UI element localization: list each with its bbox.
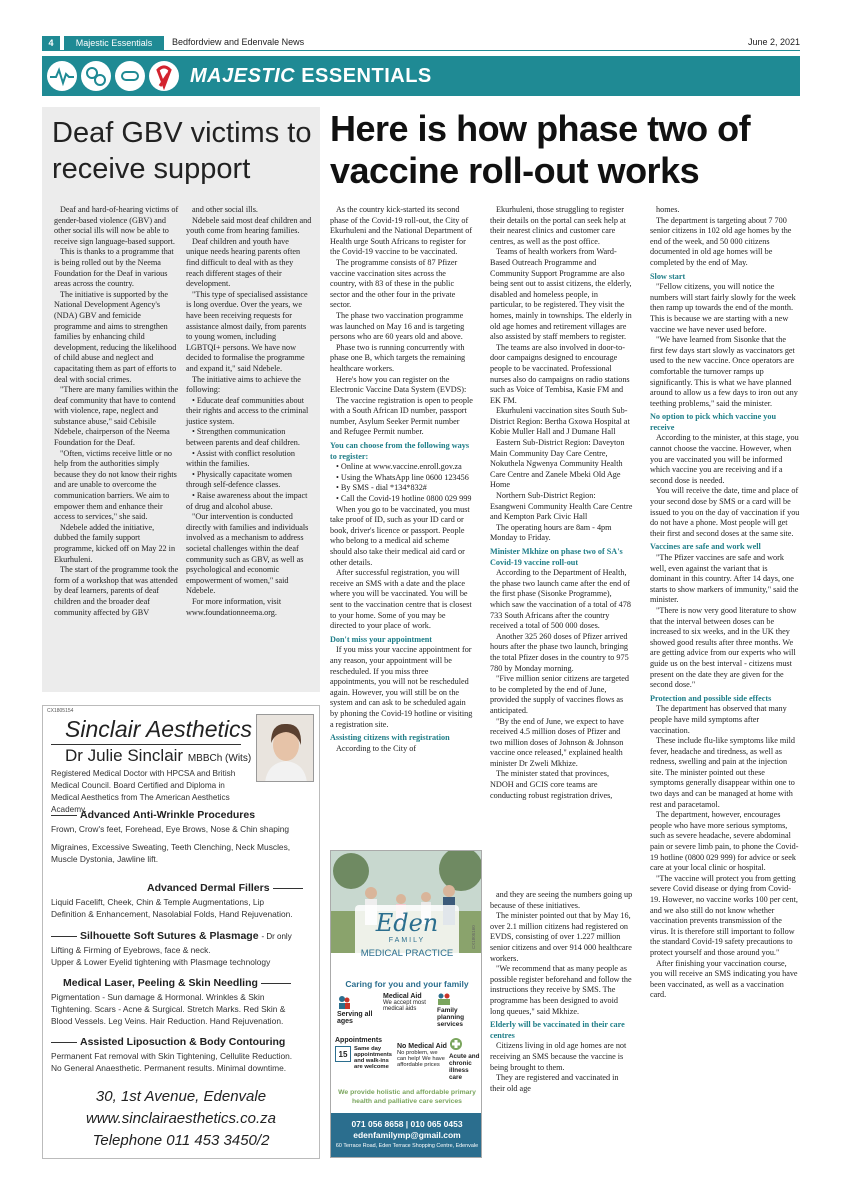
article-paragraph: and they are seeing the numbers going up because of these initiatives. (490, 890, 633, 910)
publication-name: Bedfordview and Edenvale News (172, 37, 305, 47)
vaccine-column-2b (490, 890, 633, 1094)
article-paragraph: The start of the programme took the form of a workshop that was attended by deaf learners, parents of deaf children and the broader deaf community affected by GBV (54, 565, 179, 617)
vaccine-column-3 (650, 205, 800, 1001)
people-icon (337, 995, 351, 1009)
section-line: Blood Vessels. Leg Veins. Hair Reduction. Hand Rejuvenation. (51, 1016, 284, 1026)
section-title-text: Silhouette Soft Sutures & Plasmage (80, 930, 259, 942)
gbv-column-1 (54, 205, 180, 618)
article-paragraph: • Raise awareness about the impact of drug and alcohol abuse. (186, 491, 308, 511)
eden-phones: 071 056 8658 | 010 065 0453 (351, 1119, 463, 1129)
eden-tagline: Caring for you and your family (345, 979, 469, 989)
article-paragraph: • Online at www.vaccine.enroll.gov.za (336, 462, 462, 472)
eden-no-aid-title: No Medical Aid (397, 1043, 447, 1050)
article-paragraph: According to the Department of Health, the phase two launch came after the end of the first phase (Sisonke Programme), which saw the vaccination of a total of 478 733 South Africans after the country received a total of 500 000 doses. (490, 568, 631, 631)
article-paragraph: • Assist with conflict resolution within the families. (186, 448, 295, 469)
section-title-suffix: - Dr only (261, 932, 292, 941)
article-paragraph: These include flu-like symptoms like mild fever, headache and tiredness, as well as redness, swelling and pain at the injection site. The minister pointed out these symptoms generally disappear within one to two days and can be managed at home with rest and paracetamol. (650, 736, 795, 809)
subheading: Elderly will be vaccinated in their care centres (490, 1020, 625, 1040)
sinclair-intro-line: Medical Council. Board Certified and Diploma in (51, 781, 225, 790)
sinclair-section-body (51, 991, 319, 1027)
section-title-text: Medical Laser, Peeling & Skin Needling (63, 977, 258, 989)
article-paragraph: • Using the WhatsApp line 0600 123456 (336, 472, 469, 482)
gbv-story-box (42, 107, 320, 692)
article-paragraph: Northern Sub-District Region: Esangweni Community Health Care Centre and Kempton Park Civic Hall (490, 491, 633, 522)
article-paragraph: homes. (656, 205, 680, 214)
sinclair-brand: Sinclair Aesthetics (65, 716, 253, 742)
article-paragraph: For more information, visit www.foundationneema.org. (186, 596, 282, 617)
sinclair-doctor-name: Dr Julie Sinclair (65, 746, 184, 765)
banner-title-word-1: MAJESTIC (190, 65, 296, 87)
sinclair-intro-line: Medical Aesthetics from The American Aesthetics Academy. (51, 793, 230, 814)
sinclair-phone: Telephone 011 453 3450/2 (92, 1132, 270, 1149)
subheading: Protection and possible side effects (650, 693, 772, 703)
eden-ad-ref: CX1805160 (471, 925, 476, 949)
doctor-portrait (256, 714, 314, 782)
article-paragraph: Deaf and hard-of-hearing victims of gender-based violence (GBV) and other social ills will now be able to receive sign language-based support. (54, 205, 179, 246)
section-title-text: Assisted Liposuction & Body Contouring (80, 1036, 286, 1048)
subheading: You can choose from the following ways to register: (330, 441, 470, 461)
article-paragraph: The phase two vaccination programme was launched on May 16 and is targeting persons who are 60 years old and above. (330, 310, 465, 342)
sinclair-section-title (63, 977, 291, 989)
eden-appointments-title: Appointments (335, 1037, 383, 1044)
eden-logo-sub: FAMILY (388, 937, 426, 944)
eden-family-planning-text: Family planning services (437, 1007, 465, 1028)
section-line: Tightening. Scars - Acne & Surgical. Stretch Marks. Red Skin & (51, 1004, 286, 1014)
section-line: Upper & Lower Eyelid tightening with Plasmage technology (51, 957, 271, 967)
eden-medical-aid-title: Medical Aid (383, 993, 422, 1000)
article-paragraph: Phase two is running concurrently with phase one B, which targets the remaining healthcare workers. (330, 342, 466, 373)
article-paragraph: "There are many families within the deaf community that have to contend with violence, rape, neglect and substance abuse," said Cebisile Ndebele, chairperson of the Neema Foundation for the Deaf. (54, 385, 179, 448)
subheading: No option to pick which vaccine you receive (650, 412, 777, 432)
article-paragraph: Here's how you can register on the Electronic Vaccine Data System (EVDS): (330, 374, 467, 395)
article-paragraph: The initiative is supported by the National Development Agency's (NDA) GBV and femicide programme and aims to strengthen families by enhancing child development, reducing the likelihood of child abuse and neglect and capacitating them as part of efforts to deal with social crimes. (54, 289, 177, 384)
eden-ad (330, 850, 482, 1158)
issue-date: June 2, 2021 (747, 37, 800, 47)
section-line: Pigmentation - Sun damage & Hormonal. Wrinkles & Skin (51, 992, 265, 1002)
calendar-icon (335, 1046, 351, 1062)
banner-icon-strip (42, 56, 182, 96)
article-paragraph: Ekurhuleni vaccination sites South Sub-District Region: Bertha Gxowa Hospital at Kobie Muller Hall and J Dumane Hall (490, 406, 630, 437)
sinclair-website: www.sinclairaesthetics.co.za (85, 1110, 277, 1127)
article-paragraph: "Five million senior citizens are targeted to be completed by the end of June, provided the supply of vaccines flows as anticipated. (490, 674, 630, 715)
article-paragraph: Deaf children and youth have unique needs hearing parents often find difficult to deal with as they reach different stages of their development. (186, 236, 301, 289)
eden-contact-bar (331, 1113, 482, 1158)
eden-feature-family-planning (437, 993, 481, 1028)
article-paragraph: Eastern Sub-District Region: Daveyton Main Community Day Care Centre, Nokuthela Ngwenya Community Health Care Centre and Zanele Mbeki Old Age Home (490, 438, 625, 490)
banner-title-word-2: ESSENTIALS (301, 65, 432, 87)
article-paragraph: "Fellow citizens, you will notice the numbers will start fairly slowly for the week then ramp up towards the end of the month. This is because we are starting with a new vaccine we have never used before. (650, 282, 796, 334)
subheading: Assisting citizens with registration (330, 733, 450, 743)
article-paragraph: Teams of health workers from Ward-Based Outreach Programme and Community Support Programme are also being sent out to assist citizens, the elderly, disabled and homeless people, in particular, to be registered. They visit the homes, mainly in townships. The elderly in old age homes and retirement villages are also assisted by staff members to register. (490, 247, 632, 342)
sinclair-section-title (51, 930, 292, 942)
article-paragraph: After finishing your vaccination course, you will receive an SMS indicating you have been vaccinated, as well as a vaccination card. (650, 958, 798, 1000)
article-paragraph: "The vaccine will protect you from getting severe Covid disease or dying from Covid-19. However, no vaccine works 100 per cent, and we also still do not know whether vaccination prevents transmission of the virus. It is therefore still important to follow the standard Covid-19 safety precautions to protect yourself and those around you." (650, 873, 798, 957)
page-header (42, 36, 800, 50)
article-paragraph: and other social ills. (192, 205, 258, 214)
sinclair-address: 30, 1st Avenue, Edenvale (95, 1088, 267, 1105)
sinclair-doctor (65, 746, 251, 766)
banner-title (190, 65, 432, 88)
article-paragraph: As the country kick-started its second phase of the Covid-19 roll-out, the City of Ekurhuleni and the National Department of Health urge South Africans to register for the Covid-19 vaccine to be vaccinated. (330, 205, 473, 257)
section-line: No General Anaesthetic. Permanent results. Minimal downtime. (51, 1063, 287, 1073)
gbv-column-2 (186, 205, 312, 618)
article-paragraph: When you go to be vaccinated, you must take proof of ID, such as your ID card or book, driver's licence or passport. People who belong to a medical aid scheme should also take their medical aid card or other details. (330, 504, 470, 567)
vaccine-headline-line-1: Here is how phase two of (330, 108, 751, 149)
sinclair-ad-ref: CX1805154 (47, 708, 74, 714)
vaccine-headline (330, 108, 800, 192)
section-line: Muscle Dystonia, Jawline lift. (51, 854, 159, 864)
article-paragraph: According to the minister, at this stage, you cannot choose the vaccine. However, when you are vaccinated you will be informed which vaccine you are receiving and if a second dose is needed. (650, 433, 799, 485)
article-paragraph: "There is now very good literature to show that the interval between doses can be increased to six weeks, and in the UK they showed good results after three months. We are getting advice from our experts who will guide us on the best interval - citizens must present on the date they are given for the second dose." (650, 605, 797, 690)
eden-feature-no-aid (397, 1043, 447, 1068)
eden-medical-aid-sub: We accept most medical aids (383, 1000, 426, 1012)
vaccine-headline-line-2: vaccine roll-out works (330, 150, 700, 191)
sinclair-section-title (51, 809, 255, 821)
eden-practice: MEDICAL PRACTICE (360, 948, 454, 959)
vaccine-column-1 (330, 205, 473, 754)
article-paragraph: • By SMS - dial *134*832# (336, 483, 427, 493)
sinclair-contact (43, 1086, 319, 1152)
article-paragraph: After successful registration, you will receive an SMS with a date and the place where you will be vaccinated. You will be sent to the vaccination centre that is closest to your home. Some of you may be directed to your place of work. (330, 568, 472, 631)
article-paragraph: The department is targeting about 7 700 senior citizens in 102 old age homes by the end of the week, and 50 000 citizens documented in old age homes will be completed by the end of May. (650, 215, 792, 267)
section-title-text: Advanced Anti-Wrinkle Procedures (80, 809, 256, 821)
article-paragraph: • Physically capacitate women through self-defence classes. (186, 469, 292, 490)
eden-email: edenfamilymp@gmail.com (353, 1130, 461, 1140)
section-line: Liquid Facelift, Cheek, Chin & Temple Augmentations, Lip (51, 897, 265, 907)
section-line: Migraines, Excessive Sweating, Teeth Clenching, Neck Muscles, (51, 842, 291, 852)
article-paragraph: This is thanks to a programme that is being rolled out by the Neema Foundation for the Deaf in various areas across the country. (54, 247, 174, 289)
header-rule (42, 50, 800, 51)
eden-no-aid-sub: No problem, we can help! We have affordable prices (397, 1050, 445, 1068)
eden-provide: We provide holistic and affordable primary health and palliative care services (338, 1089, 476, 1105)
article-paragraph: • Call the Covid-19 hotline 0800 029 999 (336, 494, 472, 504)
sinclair-section-body (51, 1050, 319, 1074)
article-paragraph: "We have learned from Sisonke that the first few days start slowly as vaccinators get used to the new vaccine. Once operators are comfortable the turnover ramps up significantly. This is what we have planned around to allow us a few days to iron out any teething problems," said the minister. (650, 335, 798, 408)
article-paragraph: Ndebele said most deaf children and youth come from hearing families. (186, 215, 312, 236)
article-paragraph: • Strengthen communication between parents and deaf children. (186, 427, 300, 448)
article-paragraph: "Often, victims receive little or no help from the authorities simply because they do not know their rights and are unable to overcome the communication barriers. We aim to empower them and enhance their access to services," she said. (54, 448, 177, 522)
article-paragraph: The minister pointed out that by May 16, over 2.1 million citizens had registered on EVDS, consisting of over 1.227 million senior citizens and over 914 000 healthcare workers. (490, 911, 632, 963)
eden-address: 60 Terrace Road, Eden Terrace Shopping Centre, Edenvale (335, 1143, 479, 1149)
section-line: Frown, Crow's feet, Forehead, Eye Brows, Nose & Chin shaping (51, 824, 290, 834)
article-paragraph: They are registered and vaccinated in their old age (490, 1073, 619, 1093)
sinclair-section-body (51, 823, 319, 865)
subheading: Slow start (650, 271, 686, 281)
sinclair-intro-line: Registered Medical Doctor with HPCSA and British (51, 769, 236, 778)
article-paragraph: The programme consists of 87 Pfizer vaccine vaccination sites across the country, with 83 of these in the public sector and the other four in the private sector. (330, 257, 458, 310)
article-paragraph: The minister stated that provinces, NDOH and GCIS core teams are conducting robust registration drives, (490, 769, 613, 800)
calendar-day: 15 (338, 1050, 348, 1059)
eden-feature-medical-aid (383, 993, 435, 1012)
sinclair-credential: MBBCh (Wits) (187, 753, 252, 764)
article-paragraph: "Our intervention is conducted directly with families and individuals involved as a mechanism to address societal challenges within the deaf community such as GBV, as well as psychological and economic empowerment of women," said Ndebele. (186, 512, 309, 596)
health-cross-icon (449, 1037, 463, 1051)
article-paragraph: "The Pfizer vaccines are safe and work well, even against the variant that is dominant in this country. After 14 days, one starts to show markers of immunity," said the minister. (650, 553, 799, 605)
subheading: Vaccines are safe and work well (650, 542, 761, 552)
article-paragraph: According to the City of (336, 743, 417, 753)
article-paragraph: The department has observed that many people have mild symptoms after vaccination. (650, 704, 787, 735)
section-line: Lifting & Firming of Eyebrows, face & neck. (51, 945, 211, 955)
article-paragraph: The operating hours are 8am - 4pm Monday to Friday. (490, 522, 612, 543)
vaccine-column-2 (490, 205, 633, 801)
article-paragraph: • Educate deaf communities about their rights and access to the criminal justice system. (186, 395, 309, 426)
article-paragraph: The vaccine registration is open to people with a South African ID number, passport number, Asylum Seeker Permit number and Refugee Permit number. (330, 395, 473, 437)
section-tab: Majestic Essentials (64, 36, 164, 50)
eden-logo (355, 905, 459, 975)
sinclair-section-title (147, 882, 303, 894)
article-paragraph: Ndebele added the initiative, dubbed the family support programme, kicked off on May 22 in Ekurhuleni. (54, 522, 176, 564)
subheading: Don't miss your appointment (330, 634, 432, 644)
gbv-headline: Deaf GBV victims to receive support (52, 117, 312, 185)
article-paragraph: Ekurhuleni, those struggling to register their details on the portal can seek help at their nearest clinics and customer care centres, as well as the post office. (490, 205, 626, 246)
article-paragraph: If you miss your vaccine appointment for any reason, your appointment will be rescheduled. If you miss three appointments, you will not be rescheduled again. However, you will still be on the system and can ask to be scheduled again by phoning the Covid-19 hotline or visiting a registration site. (330, 645, 473, 729)
article-paragraph: You will receive the date, time and place of your second dose by SMS or a card will be issued to you on the day of vaccination if you do not have a phone. Most people will get their first and second doses at the same site. (650, 486, 800, 538)
article-paragraph: Citizens living in old age homes are not receiving an SMS because the vaccine is being brought to them. (490, 1041, 627, 1072)
eden-acute-text: Acute and chronic illness care (449, 1053, 480, 1081)
section-banner (42, 56, 800, 96)
section-line: Permanent Fat removal with Skin Tightening, Cellulite Reduction. (51, 1051, 293, 1061)
sinclair-section-body (51, 896, 319, 920)
doctor-photo-icon (257, 715, 314, 782)
section-title-text: Advanced Dermal Fillers (147, 882, 270, 894)
article-paragraph: The initiative aims to achieve the following: (186, 374, 301, 395)
eden-serving-text: Serving all ages (337, 1011, 373, 1025)
subheading: Minister Mkhize on phase two of SA's Covid-19 vaccine roll-out (490, 547, 623, 567)
article-paragraph: "We recommend that as many people as possible register beforehand and follow the instructions they receive by SMS. The programme has been designed to avoid long queues," said Mkhize. (490, 964, 632, 1016)
sinclair-section-title (51, 1036, 285, 1048)
sinclair-section-body (51, 944, 319, 968)
sinclair-ad (42, 705, 320, 1159)
eden-feature-serving (337, 995, 381, 1025)
page-number: 4 (42, 36, 60, 50)
article-paragraph: Another 325 260 doses of Pfizer arrived hours after the phase two launch, bringing the total Pfizer doses in the country to 975 780 by Monday morning. (490, 631, 629, 673)
eden-feature-acute (449, 1037, 482, 1081)
eden-logo-word: Eden (375, 909, 439, 937)
article-paragraph: "This type of specialised assistance is long overdue. Over the years, we have been receiving requests for assistance almost daily, from parents to young women, including LGBTQI+ persons. We have now decided to formalise the programme and expand it," said Ndebele. (186, 289, 308, 373)
sinclair-brand-rule (51, 744, 241, 745)
section-line: Definition & Enhancement, Nasolabial Folds, Hand Rejuvenation. (51, 909, 293, 919)
eden-appointments-sub: Same day appointments and walk-ins are welcome (354, 1046, 393, 1070)
eden-feature-appointments (335, 1037, 391, 1070)
family-icon (437, 993, 451, 1005)
article-paragraph: The teams are also involved in door-to-door campaigns designed to encourage people to be vaccinated. Professional nurses also do campaigns on radio stations such as Voice of Tembisa, Kasie FM and EK FM. (490, 342, 630, 405)
article-paragraph: The department, however, encourages people who have more serious symptoms, such as severe headache, severe abdominal pain or severe limb pain, to phone the Covid-19 hotline (0800 029 999) for advice or seek care at your local clinic or hospital. (650, 810, 799, 873)
health-icons (42, 56, 182, 96)
article-paragraph: "By the end of June, we expect to have received 4.5 million doses of Pfizer and two million doses of Johnson & Johnson vaccine once released," explained health minister Dr Zweli Mkhize. (490, 716, 624, 768)
